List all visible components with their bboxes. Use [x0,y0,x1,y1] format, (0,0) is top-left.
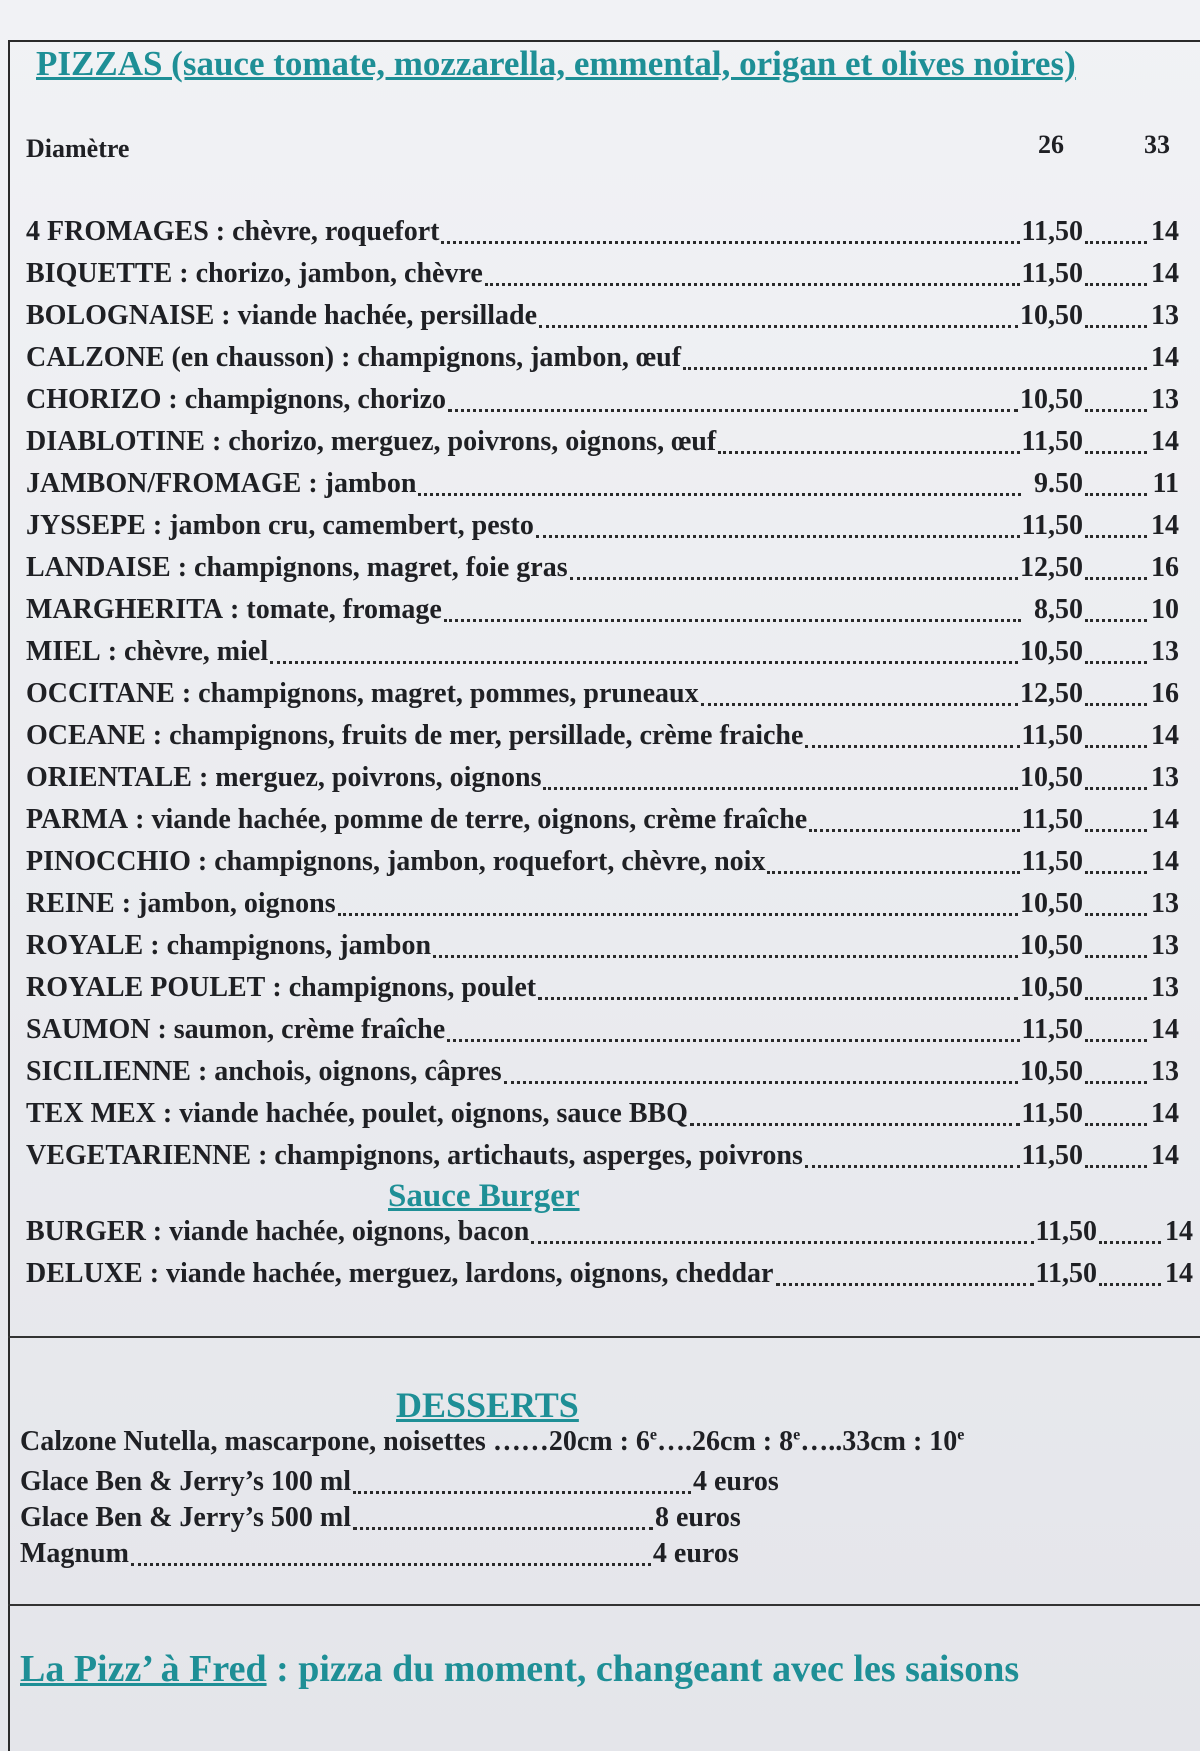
price-26: 11,50 [1021,846,1083,877]
dot-leader [1085,812,1147,832]
pizza-row [26,468,1179,510]
item-name: ORIENTALE [26,762,192,793]
item-colon: : [155,1098,180,1129]
pizza-row [26,300,1179,342]
price-26: 11,50 [1035,1216,1097,1247]
pizza-row [26,258,1179,300]
item-name: PARMA [26,804,129,835]
price-26: 10,50 [1020,762,1083,793]
dot-leader [531,1224,1033,1244]
dessert-name: Glace Ben & Jerry’s 100 ml [20,1466,351,1497]
dot-leader [1085,1064,1147,1084]
price-26: 10,50 [1020,930,1083,961]
price-33: 13 [1151,1056,1179,1087]
dot-leader [1085,1022,1147,1042]
burger-subheading: Sauce Burger [388,1178,580,1214]
price-33: 16 [1151,678,1179,709]
price-33: 13 [1151,300,1179,331]
dot-leader [1085,896,1147,916]
item-description: viande hachée, poulet, oignons, sauce BBQ [179,1098,688,1129]
price-33: 14 [1165,1216,1193,1247]
dot-leader [809,812,1019,832]
item-description: tomate, fromage [246,594,442,625]
dot-leader [1085,560,1147,580]
pizza-row [26,426,1179,468]
item-name: CALZONE (en chausson) [26,342,335,373]
price-26: 12,50 [1020,552,1083,583]
item-name: PINOCCHIO [26,846,191,877]
item-description: champignons, artichauts, asperges, poivrons [274,1140,803,1171]
superscript-e: e [957,1426,965,1444]
item-colon: : [251,1140,275,1171]
dessert-name: Magnum [20,1538,129,1569]
dot-leader [539,308,1018,328]
item-colon: : [223,594,247,625]
item-description: champignons, jambon, roquefort, chèvre, noix [214,846,766,877]
item-description: champignons, chorizo [184,384,447,415]
item-description: chèvre, roquefort [232,216,440,247]
dessert-calzone-size-26: ….26cm : 8 [657,1426,794,1457]
item-colon: : [100,636,125,667]
superscript-e: e [649,1426,658,1444]
pizza-row [26,846,1179,888]
item-colon: : [114,888,139,919]
dot-leader [131,1546,651,1566]
divider-top [8,1336,1200,1338]
dot-leader [538,980,1018,1000]
item-name: JYSSEPE [26,510,146,541]
pizza-list [26,216,1179,1182]
dot-leader [1085,770,1147,790]
price-26: 11,50 [1021,1014,1083,1045]
item-colon: : [190,1056,215,1087]
item-description: viande hachée, merguez, lardons, oignons, cheddar [166,1258,774,1289]
diameter-label: Diamètre [26,134,130,163]
item-colon: : [128,804,152,835]
size-26-header: 26 [1038,130,1064,159]
dot-leader [1085,602,1147,622]
item-description: champignons, jambon, œuf [357,342,682,373]
price-33: 14 [1151,720,1179,751]
pizza-row [26,1014,1179,1056]
dot-leader [353,1510,653,1530]
dot-leader [447,1022,1019,1042]
item-colon: : [190,846,215,877]
item-description: champignons, fruits de mer, persillade, crème fraiche [169,720,804,751]
pizza-row [26,216,1179,258]
item-colon: : [172,258,196,289]
dot-leader [1085,434,1147,454]
pizza-row [26,384,1179,426]
diameter-row [26,130,1186,170]
item-name: OCCITANE [26,678,175,709]
item-colon: : [145,1216,170,1247]
dessert-calzone-label: Calzone Nutella, mascarpone, noisettes …… [20,1426,549,1457]
dot-leader [683,350,1147,370]
dot-leader [1085,1148,1147,1168]
dot-leader [1085,224,1147,244]
dot-leader [1099,1266,1161,1286]
item-description: viande hachée, persillade [237,300,538,331]
item-name: OCEANE [26,720,146,751]
item-colon: : [150,1014,174,1045]
pizza-row [26,636,1179,678]
item-colon: : [143,930,167,961]
item-name: JAMBON/FROMAGE [26,468,302,499]
dot-leader [1085,392,1147,412]
dessert-items [20,1466,820,1574]
pizza-row [26,972,1179,1014]
dot-leader [441,224,1019,244]
dot-leader [485,266,1020,286]
item-colon: : [142,1258,167,1289]
dessert-row [20,1502,820,1538]
item-colon: : [208,216,233,247]
pizza-row [26,720,1179,762]
burger-row [26,1258,1193,1300]
divider-bottom [8,1604,1200,1606]
pizza-row [26,510,1179,552]
price-33: 13 [1151,636,1179,667]
item-colon: : [301,468,325,499]
price-26: 11,50 [1021,720,1083,751]
dot-leader [776,1266,1034,1286]
item-description: chorizo, merguez, poivrons, oignons, œuf [228,426,717,457]
pizza-row [26,1098,1179,1140]
item-colon: : [174,678,199,709]
dot-leader [1085,644,1147,664]
item-name: DIABLOTINE [26,426,205,457]
item-name: ROYALE POULET [26,972,266,1003]
item-name: SAUMON [26,1014,151,1045]
price-26: 11,50 [1021,258,1083,289]
pizza-row [26,930,1179,972]
price-26: 11,50 [1021,426,1083,457]
dot-leader [1085,686,1147,706]
dot-leader [1085,266,1147,286]
item-name: MARGHERITA [26,594,224,625]
pizza-row [26,1056,1179,1098]
dot-leader [570,560,1018,580]
dot-leader [767,854,1019,874]
item-name: BIQUETTE [26,258,173,289]
price-33: 14 [1151,804,1179,835]
item-description: viande hachée, pomme de terre, oignons, crème fraîche [151,804,808,835]
price-26: 11,50 [1021,510,1083,541]
dot-leader [701,686,1018,706]
item-colon: : [191,762,216,793]
item-colon: : [145,510,170,541]
footer-special [20,1647,1195,1691]
item-name: VEGETARIENNE [26,1140,252,1171]
dot-leader [1085,980,1147,1000]
dot-leader [1085,728,1147,748]
price-26: 9.50 [1034,468,1083,499]
price-26: 10,50 [1020,636,1083,667]
price-33: 14 [1151,342,1179,373]
price-33: 14 [1151,216,1179,247]
footer-special-name: La Pizz’ à Fred [20,1648,267,1690]
item-colon: : [204,426,229,457]
price-33: 10 [1151,594,1179,625]
price-33: 14 [1165,1258,1193,1289]
price-26: 11,50 [1021,216,1083,247]
item-description: champignons, magret, pommes, pruneaux [198,678,699,709]
footer-special-text: : pizza du moment, changeant avec les saisons [266,1648,1020,1690]
item-name: BURGER [26,1216,146,1247]
dot-leader [353,1474,691,1494]
item-colon: : [334,342,358,373]
price-33: 14 [1151,1140,1179,1171]
item-colon: : [265,972,289,1003]
item-name: SICILIENNE [26,1056,191,1087]
item-description: chorizo, jambon, chèvre [195,258,483,289]
item-name: DELUXE [26,1258,143,1289]
item-name: 4 FROMAGES [26,216,209,247]
item-description: chèvre, miel [124,636,269,667]
item-name: CHORIZO [26,384,162,415]
item-name: REINE [26,888,115,919]
item-description: jambon, oignons [138,888,336,919]
item-description: viande hachée, oignons, bacon [169,1216,530,1247]
dot-leader [1099,1224,1161,1244]
burger-row [26,1216,1193,1258]
price-33: 16 [1151,552,1179,583]
item-description: anchois, oignons, câpres [214,1056,502,1087]
dessert-calzone [20,1426,965,1466]
pizza-row [26,552,1179,594]
dot-leader [690,1106,1020,1126]
dot-leader [270,644,1018,664]
dot-leader [448,392,1018,412]
pizzas-title: PIZZAS (sauce tomate, mozzarella, emmental, origan et olives noires) [36,44,1076,83]
pizza-row [26,804,1179,846]
price-26: 10,50 [1020,1056,1083,1087]
price-33: 14 [1151,1098,1179,1129]
item-description: jambon cru, camembert, pesto [169,510,534,541]
dot-leader [1085,308,1147,328]
item-description: champignons, jambon [166,930,432,961]
item-name: BOLOGNAISE [26,300,215,331]
price-26: 10,50 [1020,888,1083,919]
item-description: jambon [324,468,417,499]
item-name: TEX MEX [26,1098,156,1129]
price-26: 10,50 [1020,972,1083,1003]
item-name: ROYALE [26,930,144,961]
price-33: 13 [1151,762,1179,793]
dot-leader [433,938,1018,958]
price-26: 11,50 [1035,1258,1097,1289]
pizza-row [26,1140,1179,1182]
item-description: champignons, poulet [288,972,537,1003]
price-33: 13 [1151,384,1179,415]
price-33: 13 [1151,888,1179,919]
dot-leader [1085,854,1147,874]
price-33: 11 [1152,468,1179,499]
superscript-e: e [793,1426,801,1444]
price-26: 10,50 [1020,300,1083,331]
price-26: 11,50 [1021,1140,1083,1171]
pizza-row [26,342,1179,384]
size-33-header: 33 [1144,130,1170,159]
dessert-name: Glace Ben & Jerry’s 500 ml [20,1502,351,1533]
item-colon: : [214,300,238,331]
dessert-price: 8 euros [654,1502,741,1533]
dot-leader [1085,1106,1147,1126]
dessert-calzone-size-20: 20cm : 6 [548,1426,650,1457]
item-description: saumon, crème fraîche [173,1014,446,1045]
dot-leader [536,518,1020,538]
price-26: 12,50 [1020,678,1083,709]
dot-leader [805,728,1019,748]
dot-leader [504,1064,1018,1084]
burger-list [26,1216,1193,1300]
dot-leader [718,434,1019,454]
price-33: 14 [1151,846,1179,877]
price-33: 14 [1151,1014,1179,1045]
price-33: 14 [1151,258,1179,289]
item-name: LANDAISE [26,552,171,583]
pizza-row [26,594,1179,636]
desserts-list [20,1426,965,1574]
dot-leader [418,476,1021,496]
price-26: 8,50 [1034,594,1083,625]
pizza-row [26,888,1179,930]
dot-leader [338,896,1018,916]
price-33: 13 [1151,972,1179,1003]
dot-leader [543,770,1018,790]
dessert-row [20,1466,820,1502]
price-33: 14 [1151,510,1179,541]
pizza-row [26,762,1179,804]
pizza-row [26,678,1179,720]
desserts-title: DESSERTS [396,1385,579,1425]
price-26: 11,50 [1021,1098,1083,1129]
price-26: 11,50 [1021,804,1083,835]
item-description: merguez, poivrons, oignons [215,762,542,793]
item-colon: : [145,720,170,751]
dessert-row [20,1538,820,1574]
item-description: champignons, magret, foie gras [194,552,568,583]
price-33: 14 [1151,426,1179,457]
price-26: 10,50 [1020,384,1083,415]
item-colon: : [170,552,195,583]
dot-leader [1085,476,1147,496]
dot-leader [1085,938,1147,958]
dessert-price: 4 euros [652,1538,739,1569]
dot-leader [444,602,1021,622]
dessert-calzone-size-33: …..33cm : 10 [800,1426,958,1457]
item-name: MIEL [26,636,101,667]
dot-leader [805,1148,1020,1168]
dessert-price: 4 euros [692,1466,779,1497]
dot-leader [1085,518,1147,538]
item-colon: : [161,384,185,415]
price-33: 13 [1151,930,1179,961]
